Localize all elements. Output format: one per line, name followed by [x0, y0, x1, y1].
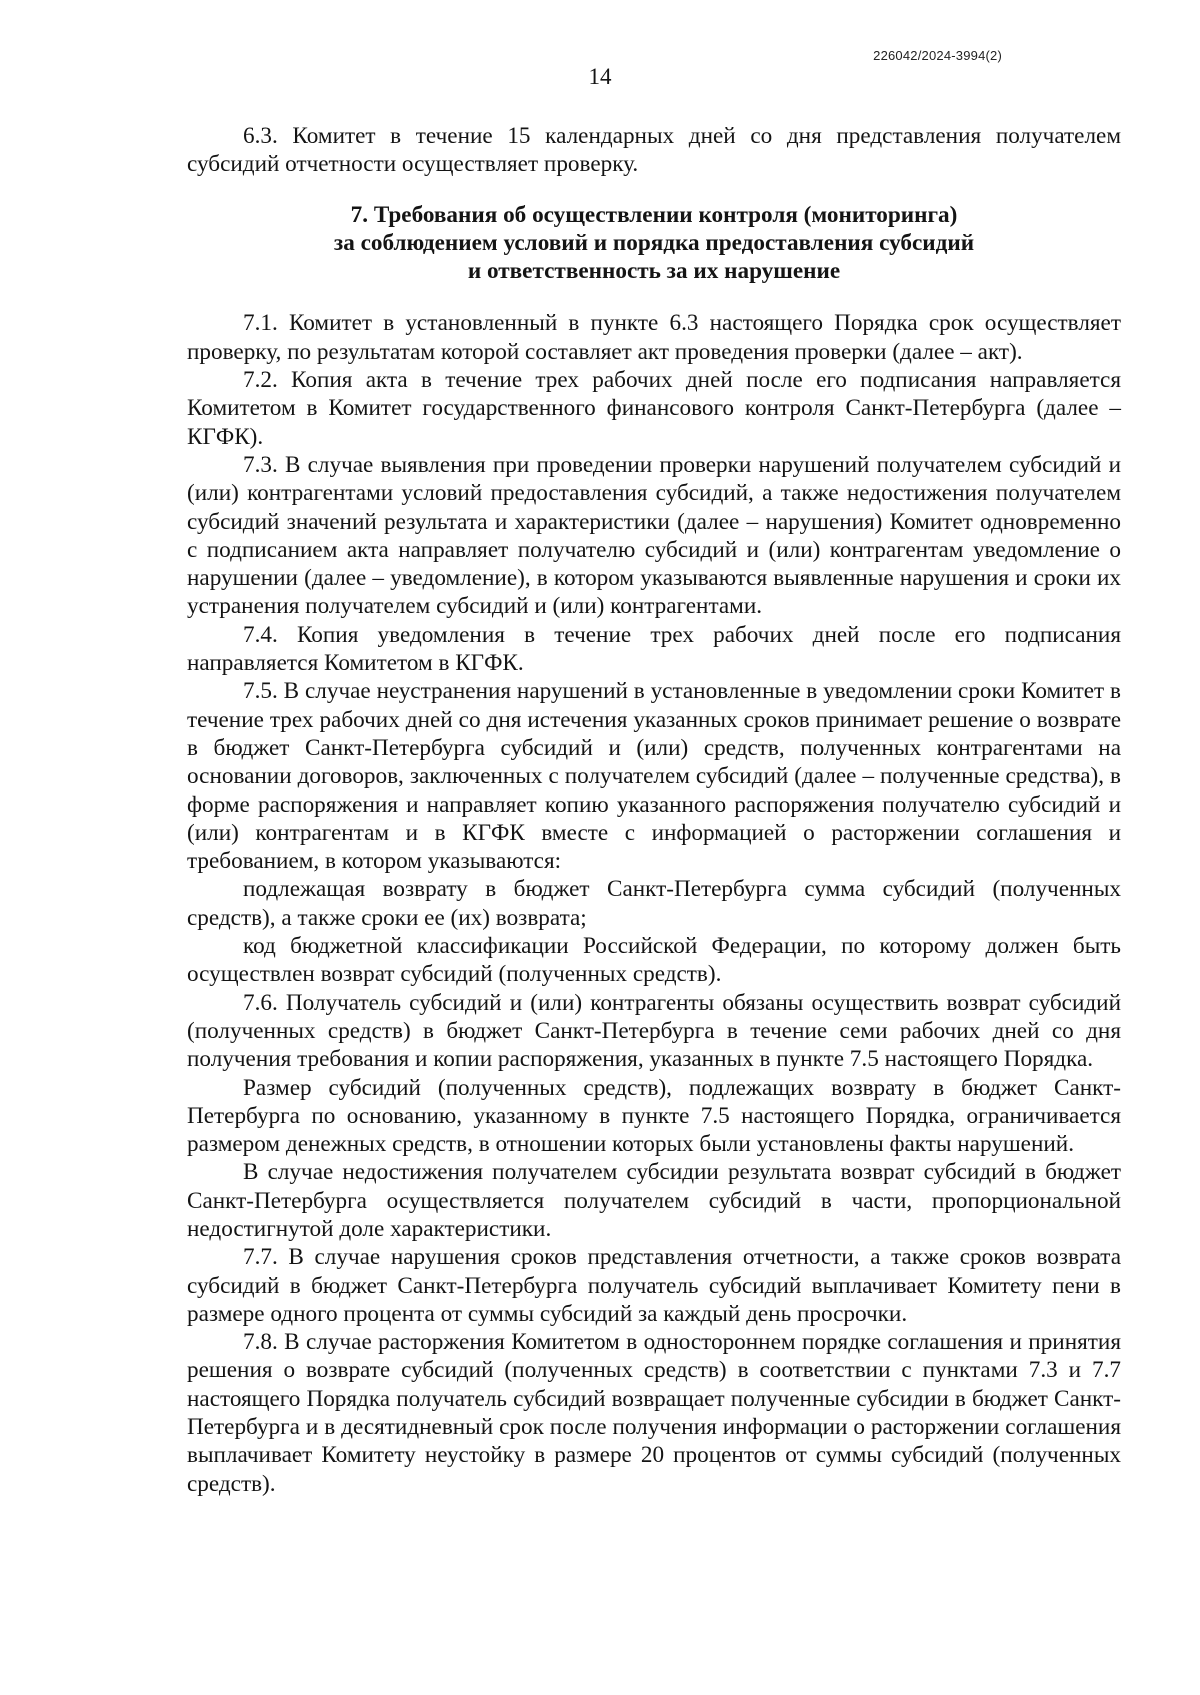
- paragraph-7-8: 7.8. В случае расторжения Комитетом в одностороннем порядке соглашения и принятия решения о возврате субсидий (полученных средств) в соответствии с пунктами 7.3 и 7.7 настоящего Порядка получатель субсидий возвращает полученные субсидии в бюджет Санкт-Петербурга и в десятидневный срок после получения информации о расторжении соглашения выплачивает Комитету неустойку в размере 20 процентов от суммы субсидий (полученных средств).: [187, 1329, 1121, 1497]
- section-7-heading: [187, 201, 1121, 286]
- section-7-heading-line-1: 7. Требования об осуществлении контроля (мониторинга): [350, 201, 958, 228]
- paragraph-7-7: 7.7. В случае нарушения сроков представления отчетности, а также сроков возврата субсидий в бюджет Санкт-Петербурга получатель субсидий выплачивает Комитету пени в размере одного процента от суммы субсидий за каждый день просрочки.: [187, 1244, 1121, 1327]
- paragraph-7-5-item-budget-code: код бюджетной классификации Российской Федерации, по которому должен быть осуществлен возврат субсидий (полученных средств).: [187, 933, 1121, 988]
- document-registration-number: 226042/2024-3994(2): [873, 48, 1002, 63]
- paragraph-7-6-amount-limit: Размер субсидий (полученных средств), подлежащих возврату в бюджет Санкт-Петербурга по основанию, указанному в пункте 7.5 настоящего Порядка, ограничивается размером денежных средств, в отношении которых были установлены факты нарушений.: [187, 1074, 1121, 1158]
- paragraph-7-1: 7.1. Комитет в установленный в пункте 6.3 настоящего Порядка срок осуществляет проверку, по результатам которой составляет акт проведения проверки (далее – акт).: [187, 310, 1121, 365]
- paragraph-7-6: 7.6. Получатель субсидий и (или) контрагенты обязаны осуществить возврат субсидий (полученных средств) в бюджет Санкт-Петербурга в течение семи рабочих дней со дня получения требования и копии распоряжения, указанных в пункте 7.5 настоящего Порядка.: [187, 989, 1121, 1073]
- section-7-heading-line-3: и ответственность за их нарушение: [467, 258, 841, 285]
- paragraph-7-4: 7.4. Копия уведомления в течение трех рабочих дней после его подписания направляется Комитетом в КГФК.: [187, 621, 1121, 677]
- document-body: [187, 122, 1121, 1498]
- page-number: 14: [588, 64, 612, 89]
- paragraph-7-6-result-shortfall: В случае недостижения получателем субсидии результата возврат субсидий в бюджет Санкт-Петербурга осуществляется получателем субсидий в части, пропорциональной недостигнутой доле характеристики.: [187, 1159, 1121, 1242]
- paragraph-7-5: 7.5. В случае неустранения нарушений в установленные в уведомлении сроки Комитет в течение трех рабочих дней со дня истечения указанных сроков принимает решение о возврате в бюджет Санкт-Петербурга субсидий и (или) средств, полученных контрагентами на основании договоров, заключенных с получателем субсидий (далее – полученные средства), в форме распоряжения и направляет копию указанного распоряжения получателю субсидий и (или) контрагентам и в КГФК вместе с информацией о расторжении соглашения и требованием, в котором указываются:: [187, 678, 1121, 875]
- section-7-heading-line-2: за соблюдением условий и порядка предоставления субсидий: [333, 229, 975, 256]
- paragraph-7-2: 7.2. Копия акта в течение трех рабочих дней после его подписания направляется Комитетом в Комитет государственного финансового контроля Санкт-Петербурга (далее – КГФК).: [187, 367, 1121, 450]
- paragraph-7-3: 7.3. В случае выявления при проведении проверки нарушений получателем субсидий и (или) контрагентами условий предоставления субсидий, а также недостижения получателем субсидий значений результата и характеристики (далее – нарушения) Комитет одновременно с подписанием акта направляет получателю субсидий и (или) контрагентам уведомление о нарушении (далее – уведомление), в котором указываются выявленные нарушения и сроки их устранения получателем субсидий и (или) контрагентами.: [187, 451, 1121, 620]
- paragraph-6-3: 6.3. Комитет в течение 15 календарных дней со дня представления получателем субсидий отчетности осуществляет проверку.: [187, 123, 1121, 178]
- paragraph-7-5-item-amount: подлежащая возврату в бюджет Санкт-Петербурга сумма субсидий (полученных средств), а также сроки ее (их) возврата;: [187, 876, 1121, 931]
